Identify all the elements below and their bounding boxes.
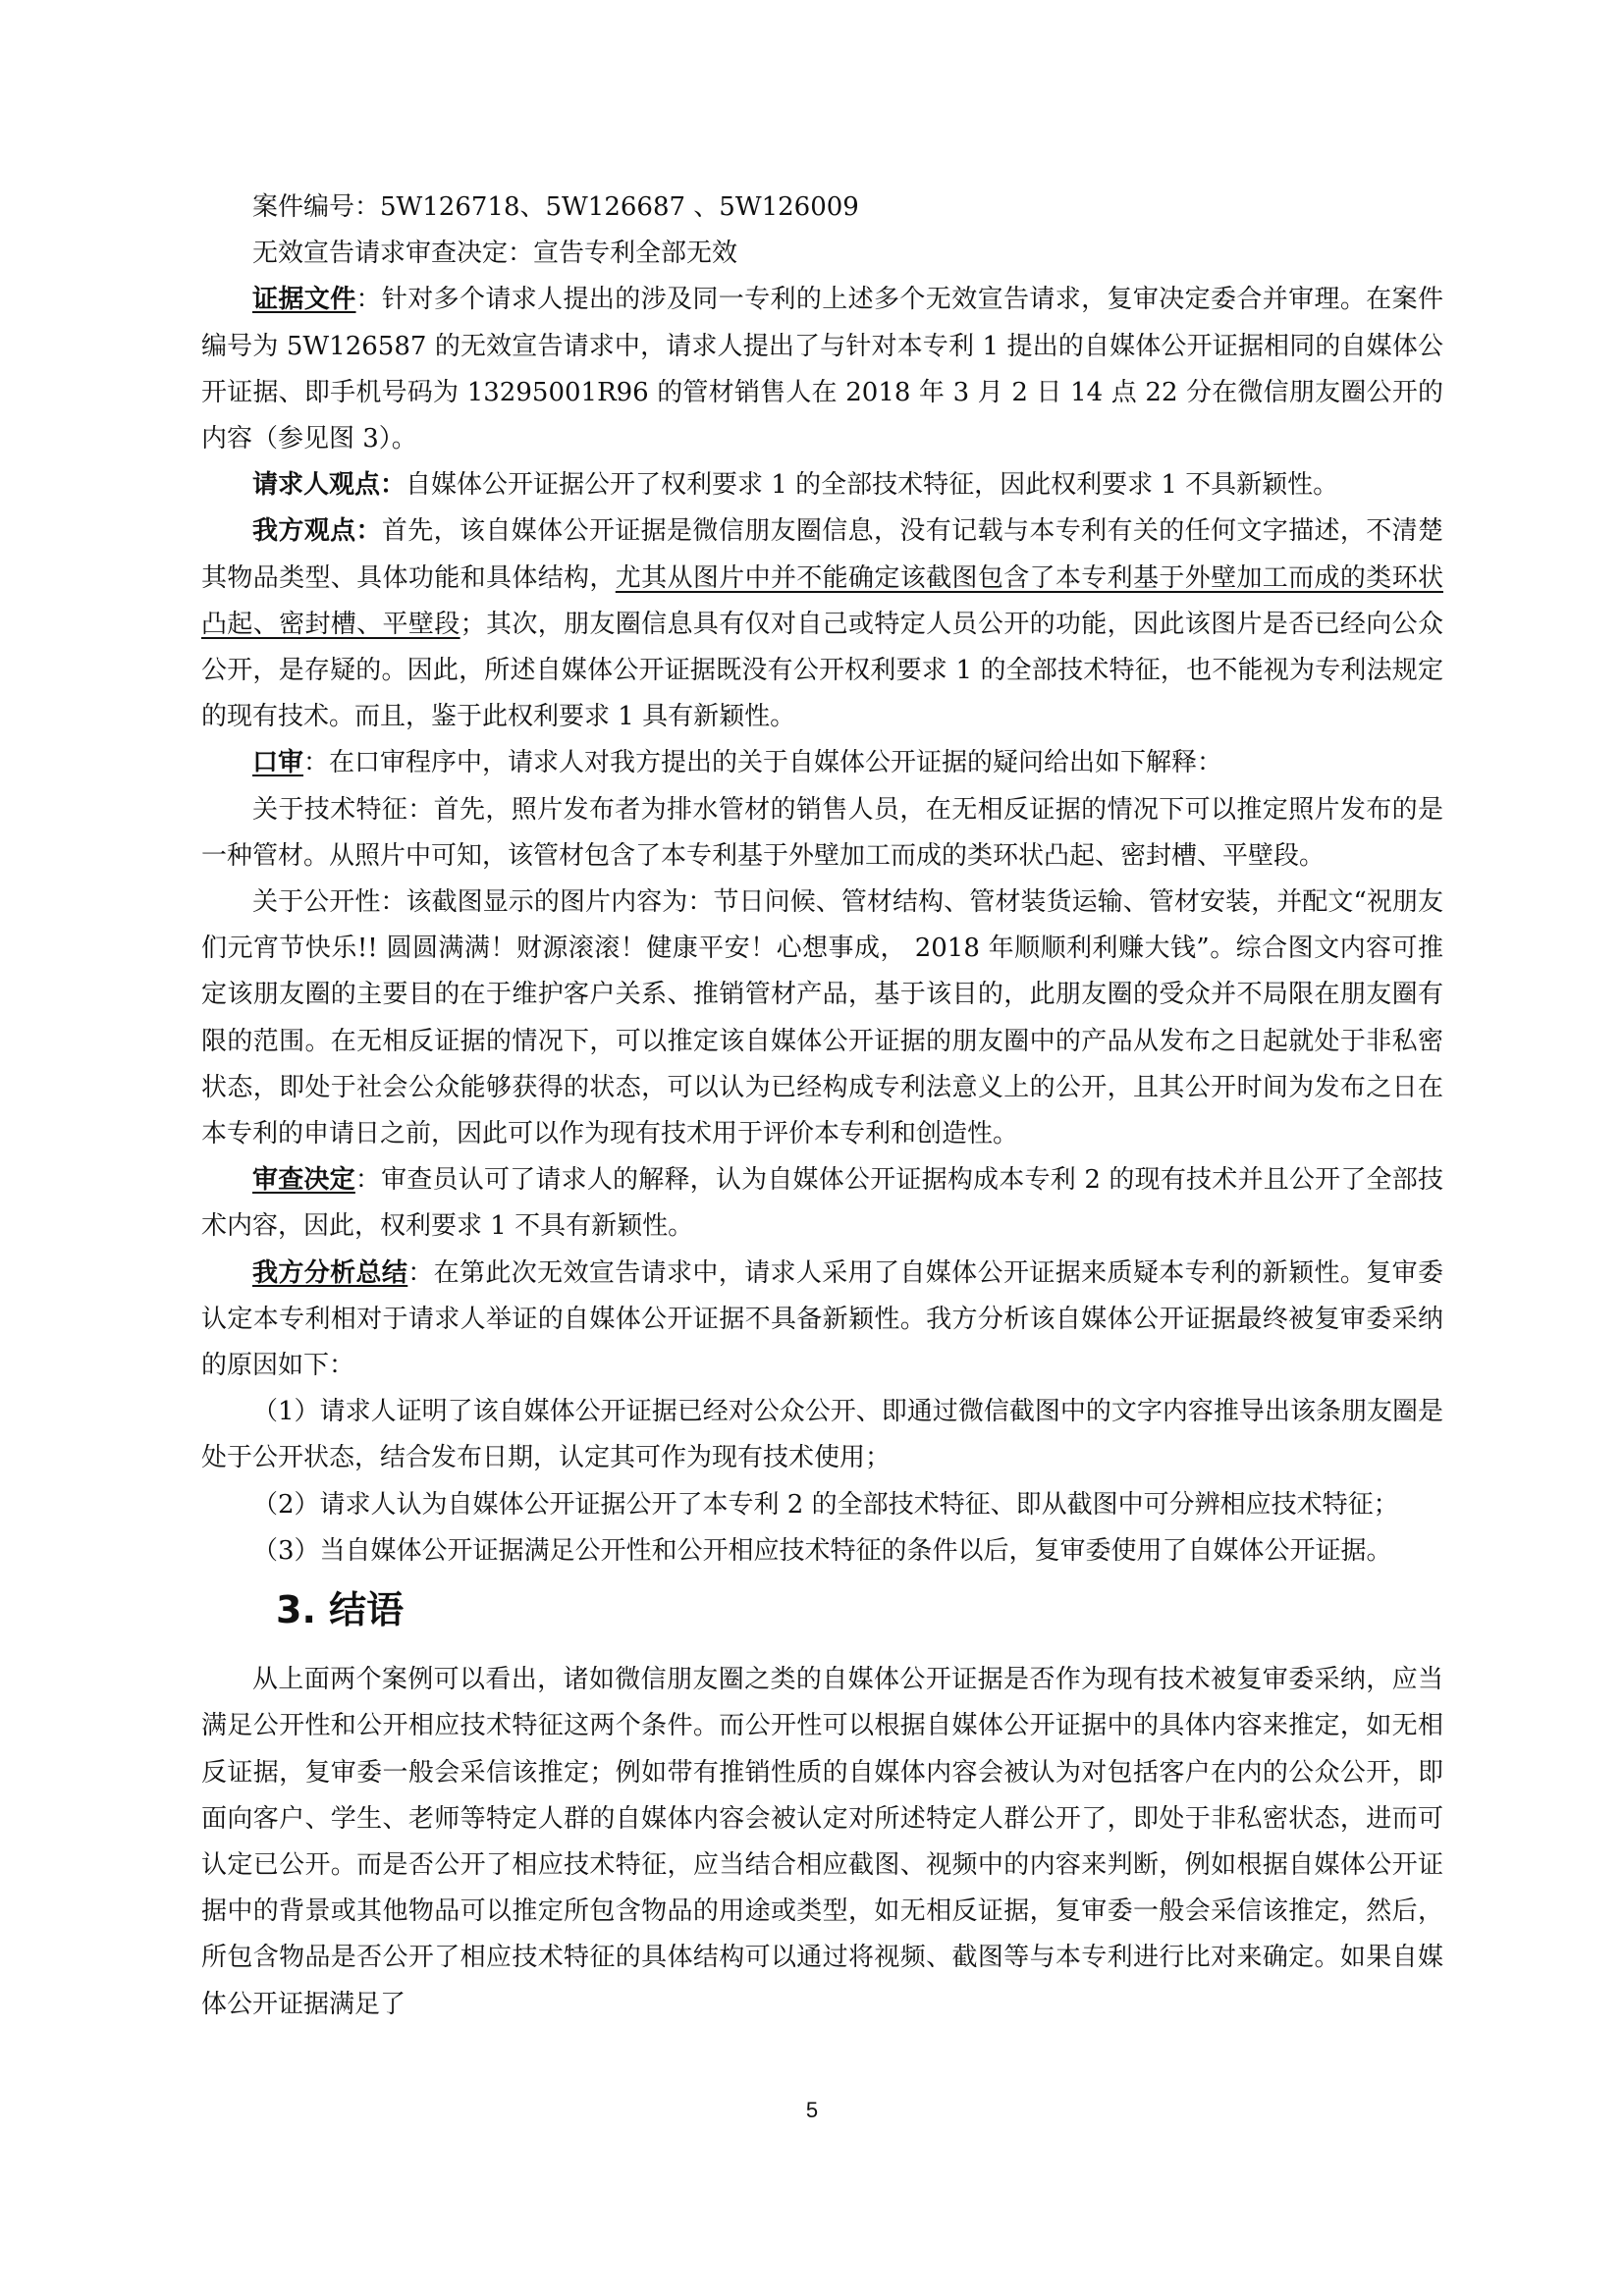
reason-item-2: （2）请求人认为自媒体公开证据公开了本专利 2 的全部技术特征、即从截图中可分辨相应技术特征； (252, 1489, 1399, 1520)
our-view-lead: 我方观点： (252, 516, 382, 547)
examination-decision-text: ：审查员认可了请求人的解释，认为自媒体公开证据构成本专利 2 的现有技术并且公开了全部技术内容，因此，权利要求 1 不具有新颖性。 (201, 1165, 1443, 1242)
requester-view-text: 自媒体公开证据公开了权利要求 1 的全部技术特征，因此权利要求 1 不具新颖性。 (406, 470, 1339, 501)
evidence-paragraph (201, 277, 1443, 462)
reason-item-3: （3）当自媒体公开证据满足公开性和公开相应技术特征的条件以后，复审委使用了自媒体公开证据。 (252, 1535, 1392, 1566)
our-view-paragraph (201, 508, 1443, 740)
document-body (201, 185, 1443, 2028)
examination-decision-lead: 审查决定 (252, 1165, 355, 1196)
decision-line: 无效宣告请求审查决定：宣告专利全部无效 (252, 239, 738, 269)
oral-hearing-paragraph (201, 740, 1443, 786)
page-number: 5 (805, 2098, 819, 2122)
oral-hearing-lead: 口审 (252, 748, 304, 778)
our-view-underlined: 尤其从图片中并不能确定该截图包含了本专利基于外壁加工而成的类环状凸起、密封槽、平壁段 (201, 562, 1443, 639)
technical-feature-paragraph: 关于技术特征：首先，照片发布者为排水管材的销售人员，在无相反证据的情况下可以推定照片发布的是一种管材。从照片中可知，该管材包含了本专利基于外壁加工而成的类环状凸起、密封槽、平壁段。 (201, 794, 1443, 871)
reason-item-1: （1）请求人证明了该自媒体公开证据已经对公众公开、即通过微信截图中的文字内容推导出该条朋友圈是处于公开状态，结合发布日期，认定其可作为现有技术使用； (201, 1397, 1443, 1473)
our-view-text-b: ；其次，朋友圈信息具有仅对自己或特定人员公开的功能，因此该图片是否已经向公众公开，是存疑的。因此，所述自媒体公开证据既没有公开权利要求 1 的全部技术特征，也不能视为专利法规定的现有技术。而且，鉴于此权利要求 1 具有新颖性。 (201, 609, 1443, 732)
oral-hearing-text: ：在口审程序中，请求人对我方提出的关于自媒体公开证据的疑问给出如下解释： (303, 748, 1223, 778)
section-heading: 3. 结语 (276, 1588, 405, 1632)
requester-view-lead: 请求人观点： (252, 470, 406, 501)
examination-decision-paragraph (201, 1157, 1443, 1250)
publicity-paragraph: 关于公开性：该截图显示的图片内容为：节日问候、管材结构、管材装货运输、管材安装，并配文“祝朋友们元宵节快乐!! 圆圆满满！财源滚滚！健康平安！心想事成， 2018 年顺顺利利赚大钱”。综合图文内容可推定该朋友圈的主要目的在于维护客户关系、推销管材产品，基于该目的，此朋友圈的受众并不局限在朋友圈有限的范围。在无相反证据的情况下，可以推定该自媒体公开证据的朋友圈中的产品从发布之日起就处于非私密状态，即处于社会公众能够获得的状态，可以认为已经构成专利法意义上的公开，且其公开时间为发布之日在本专利的申请日之前，因此可以作为现有技术用于评价本专利和创造性。 (201, 887, 1443, 1149)
evidence-lead: 证据文件 (252, 285, 356, 315)
our-view-text-a: 首先，该自媒体公开证据是微信朋友圈信息，没有记载与本专利有关的任何文字描述，不清楚其物品类型、具体功能和具体结构， (201, 516, 1443, 593)
analysis-summary-paragraph (201, 1251, 1443, 1390)
analysis-summary-text: ：在第此次无效宣告请求中，请求人采用了自媒体公开证据来质疑本专利的新颖性。复审委认定本专利相对于请求人举证的自媒体公开证据不具备新颖性。我方分析该自媒体公开证据最终被复审委采纳的原因如下： (201, 1257, 1443, 1381)
analysis-summary-lead: 我方分析总结 (252, 1257, 408, 1288)
case-number-line: 案件编号：5W126718、5W126687 、5W126009 (252, 192, 859, 222)
evidence-text: ：针对多个请求人提出的涉及同一专利的上述多个无效宣告请求，复审决定委合并审理。在案件编号为 5W126587 的无效宣告请求中，请求人提出了与针对本专利 1 提出的自媒体公开证据相同的自媒体公开证据、即手机号码为 13295001R96 的管材销售人在 2018 年 3 月 2 日 14 点 22 分在微信朋友圈公开的内容（参见图 3）。 (201, 285, 1443, 454)
requester-view-paragraph (201, 462, 1443, 508)
conclusion-paragraph: 从上面两个案例可以看出，诸如微信朋友圈之类的自媒体公开证据是否作为现有技术被复审委采纳，应当满足公开性和公开相应技术特征这两个条件。而公开性可以根据自媒体公开证据中的具体内容来推定，如无相反证据，复审委一般会采信该推定；例如带有推销性质的自媒体内容会被认为对包括客户在内的公众公开，即面向客户、学生、老师等特定人群的自媒体内容会被认定对所述特定人群公开了，即处于非私密状态，进而可认定已公开。而是否公开了相应技术特征，应当结合相应截图、视频中的内容来判断，例如根据自媒体公开证据中的背景或其他物品可以推定所包含物品的用途或类型，如无相反证据，复审委一般会采信该推定，然后，所包含物品是否公开了相应技术特征的具体结构可以通过将视频、截图等与本专利进行比对来确定。如果自媒体公开证据满足了 (201, 1665, 1443, 2019)
